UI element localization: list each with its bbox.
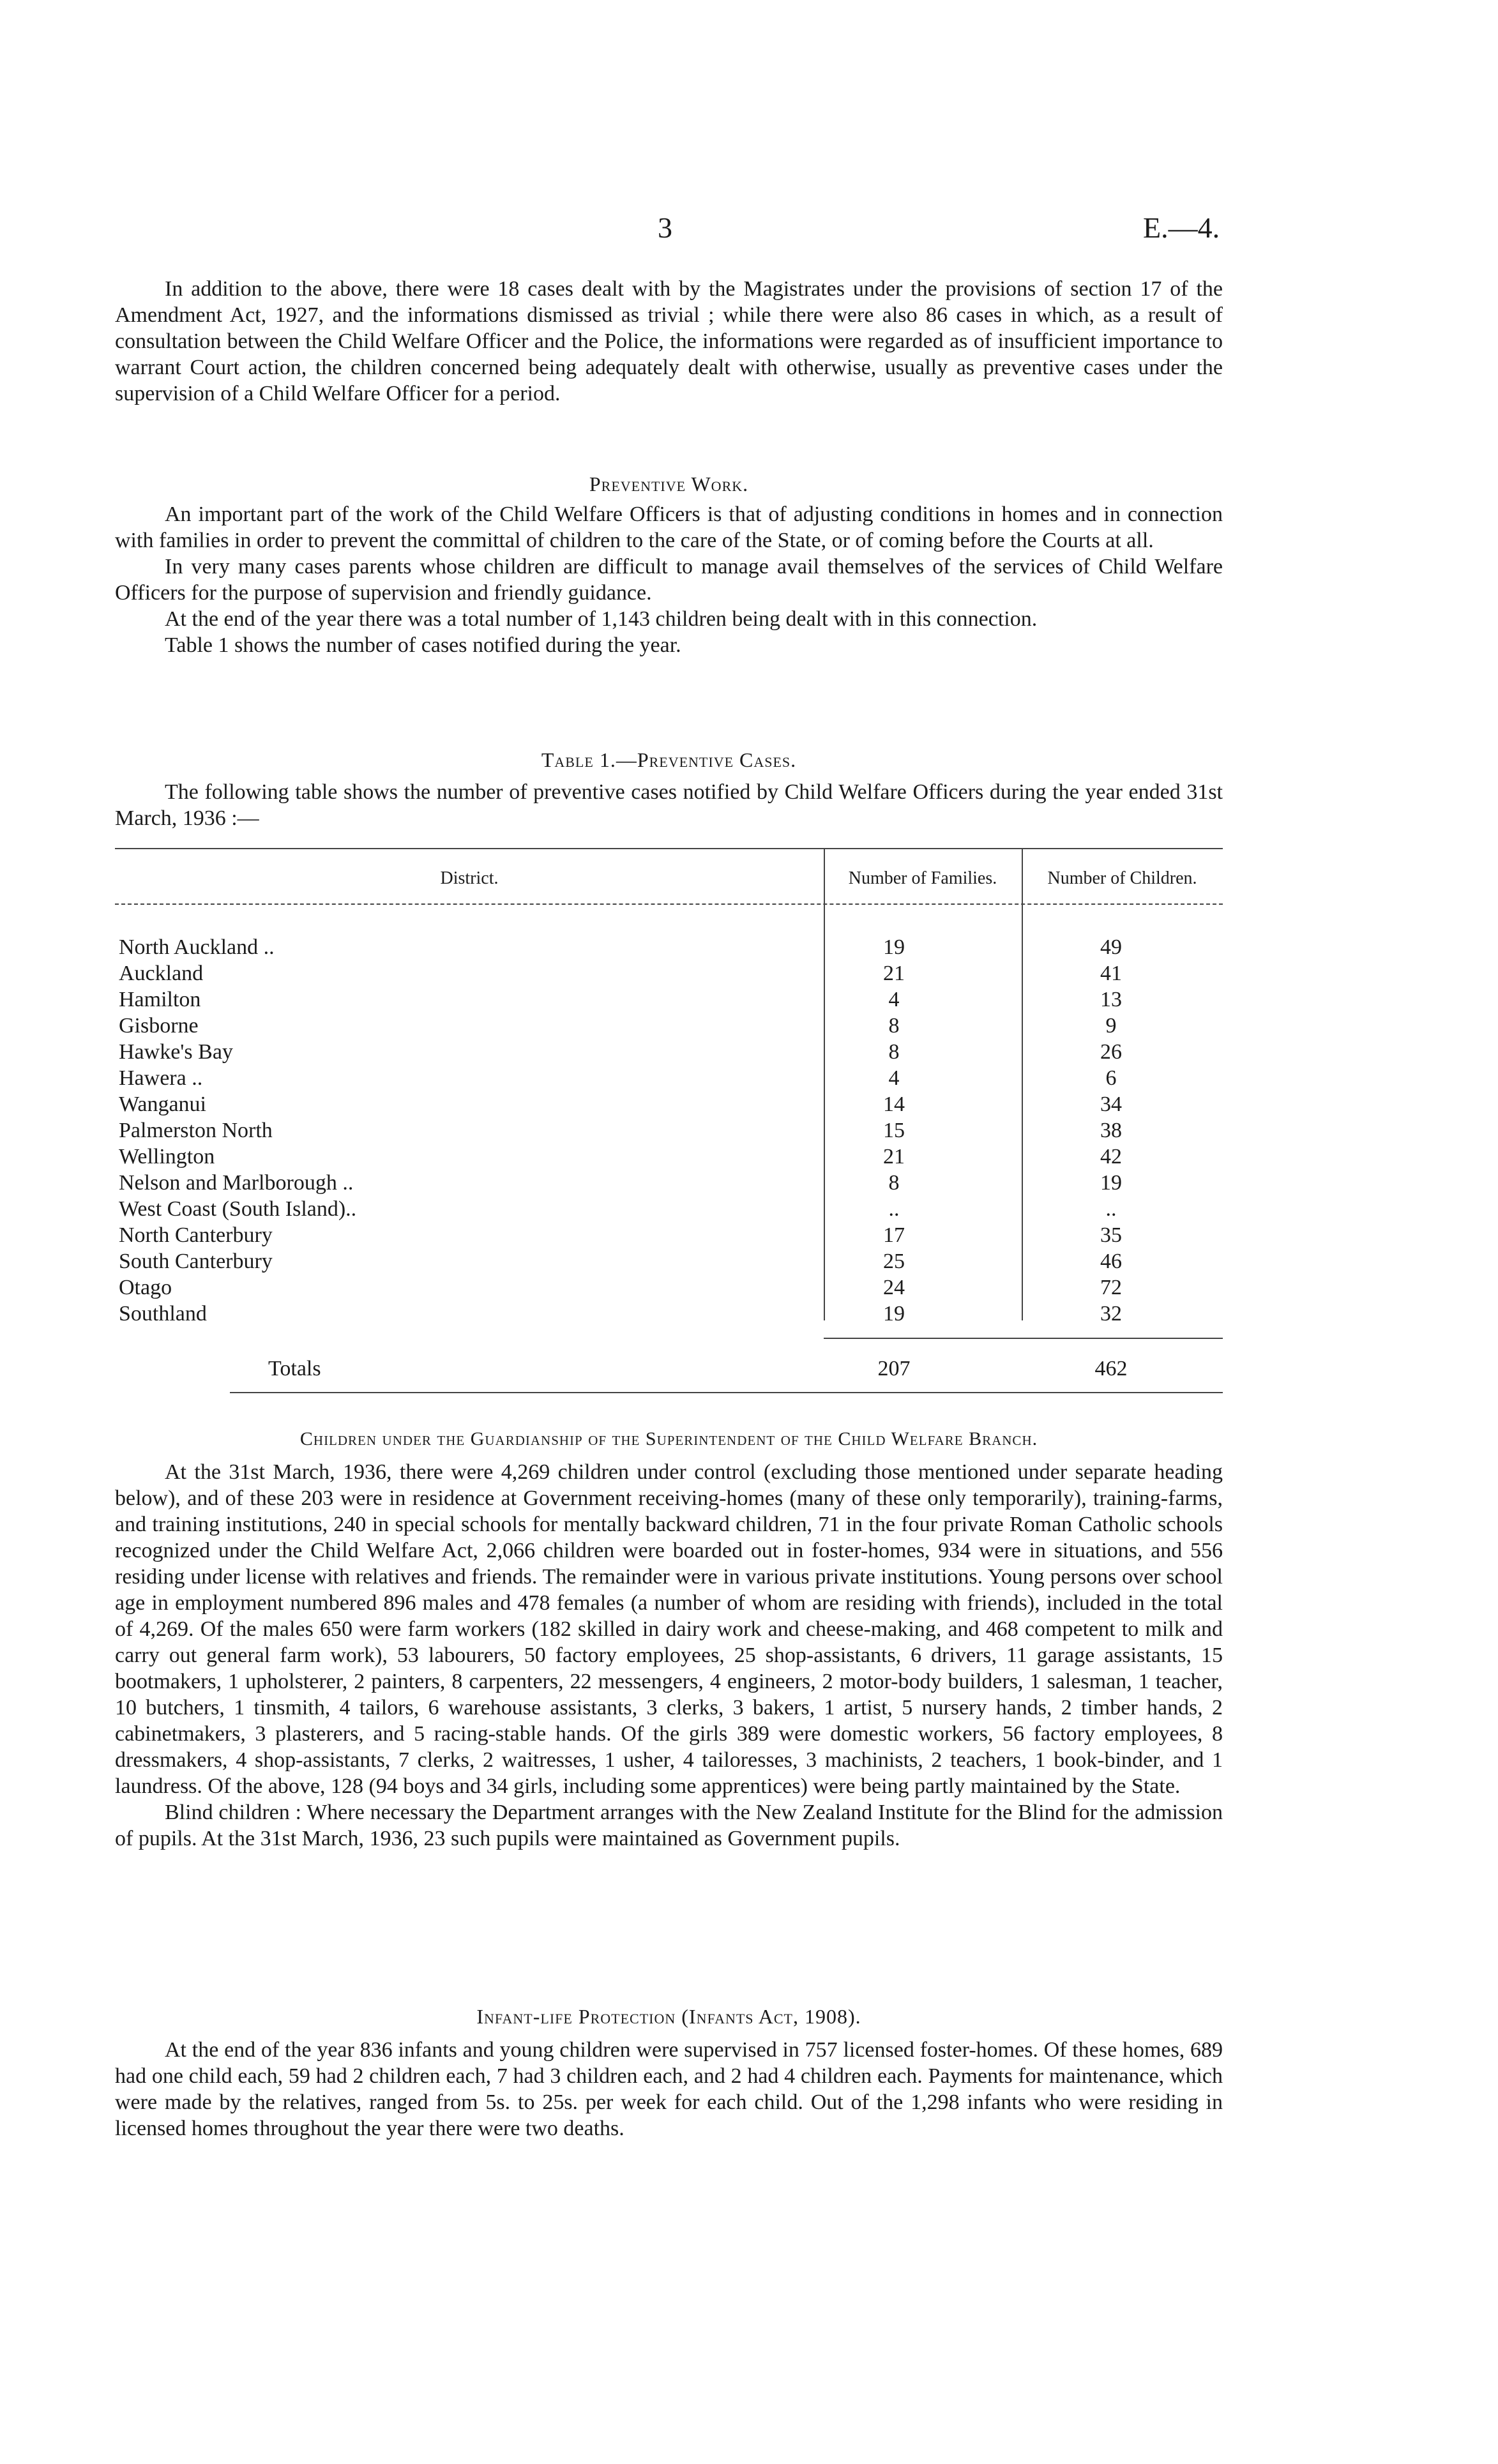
table-row: [115, 1014, 1223, 1040]
children-cell: 49: [1100, 935, 1122, 959]
infant-life-heading: Infant-life Protection (Infants Act, 1908).: [476, 2005, 861, 2028]
children-cell: 26: [1100, 1040, 1122, 1064]
district-cell: Southland: [119, 1302, 207, 1326]
table-intro: The following table shows the number of preventive cases notified by Child Welfare Officers during the year ended 31st March, 1936 :—: [115, 780, 1223, 830]
table-row: [115, 1066, 1223, 1092]
families-cell: 4: [888, 988, 900, 1011]
table-row: [115, 988, 1223, 1014]
families-cell: 15: [883, 1119, 905, 1142]
totals-children: 462: [1094, 1357, 1128, 1380]
table-row: [115, 1040, 1223, 1066]
families-cell: 21: [883, 962, 905, 985]
district-cell: Hawera ..: [119, 1066, 203, 1090]
preventive-paragraph: In very many cases parents whose children are difficult to manage avail themselves of the services of Child Welfare Officers for the purpose of supervision and friendly guidance.: [115, 555, 1223, 605]
totals-label: Totals: [268, 1357, 321, 1380]
table-row: [115, 1276, 1223, 1302]
children-cell: 46: [1100, 1250, 1122, 1273]
children-cell: 42: [1100, 1145, 1122, 1168]
children-cell: 35: [1100, 1223, 1122, 1247]
page-number: 3: [658, 211, 672, 244]
totals-families: 207: [877, 1357, 911, 1380]
totals-rule: [824, 1338, 1223, 1339]
table-bottom-rule: [230, 1392, 1223, 1393]
district-cell: Hamilton: [119, 988, 201, 1011]
families-header: Number of Families.: [848, 868, 997, 888]
district-cell: North Canterbury: [119, 1223, 273, 1247]
children-cell: 9: [1105, 1014, 1117, 1038]
table-row: [115, 1223, 1223, 1250]
infant-life-paragraph: At the end of the year 836 infants and young children were supervised in 757 licensed foster-homes. Of these homes, 689 had one child each, 59 had 2 children each, 7 had 3 children each, and 2 had 4 children each. Payments for maintenance, which were made by the relatives, ranged from 5s. to 25s. per week for each child. Out of the 1,298 infants who were residing in licensed homes throughout the year there were two deaths.: [115, 2038, 1223, 2140]
table-row: [115, 1171, 1223, 1197]
families-cell: 25: [883, 1250, 905, 1273]
district-cell: Hawke's Bay: [119, 1040, 233, 1064]
preventive-cases-table: [115, 846, 1223, 1402]
report-reference: E.—4.: [1143, 211, 1220, 244]
district-cell: West Coast (South Island)..: [119, 1197, 357, 1221]
children-cell: 72: [1100, 1276, 1122, 1299]
families-cell: 8: [888, 1014, 900, 1038]
table-caption: Table 1.—Preventive Cases.: [541, 748, 797, 771]
children-cell: 41: [1100, 962, 1122, 985]
families-cell: 4: [888, 1066, 900, 1090]
preventive-paragraph: An important part of the work of the Child Welfare Officers is that of adjusting conditions in homes and in connection with families in order to prevent the committal of children to the care of the State, or of coming before the Courts at all.: [115, 503, 1223, 552]
children-cell: 38: [1100, 1119, 1122, 1142]
families-cell: 14: [883, 1092, 905, 1116]
guardianship-paragraph: At the 31st March, 1936, there were 4,269 children under control (excluding those mentioned under separate heading below), and of these 203 were in residence at Government receiving-homes (many of these only temporarily), training-farms, and training institutions, 240 in special schools for mentally backward children, 71 in the four private Roman Catholic schools recognized under the Child Welfare Act, 2,066 children were boarded out in foster-homes, 934 were in situations, and 556 residing under license with relatives and friends. The remainder were in various private institutions. Young persons over school age in employment numbered 896 males and 478 females (a number of whom are residing with friends), included in the total of 4,269. Of the males 650 were farm workers (182 skilled in dairy work and cheese-making, and 468 competent to milk and carry out general farm work), 53 labourers, 50 factory employees, 25 shop-assistants, 6 drivers, 11 garage assistants, 15 bootmakers, 1 upholsterer, 2 painters, 8 carpenters, 22 messengers, 4 engineers, 2 motor-body builders, 1 salesman, 1 teacher, 10 butchers, 1 tinsmith, 4 tailors, 6 warehouse assistants, 3 clerks, 3 bakers, 1 artist, 5 nursery hands, 2 timber hands, 2 cabinetmakers, 3 plasterers, and 5 racing-stable hands. Of the girls 389 were domestic workers, 56 factory employees, 8 dressmakers, 4 shop-assistants, 7 clerks, 2 waitresses, 1 usher, 4 tailoresses, 3 machinists, 2 teachers, 1 book-binder, and 1 laundress. Of the above, 128 (94 boys and 34 girls, including some apprentices) were being partly maintained by the State.: [115, 1460, 1223, 1798]
district-cell: Gisborne: [119, 1014, 199, 1038]
families-cell: 8: [888, 1040, 900, 1064]
children-header: Number of Children.: [1047, 868, 1197, 888]
children-cell: 6: [1105, 1066, 1117, 1090]
families-cell: 17: [883, 1223, 905, 1247]
intro-paragraph: In addition to the above, there were 18 cases dealt with by the Magistrates under the provisions of section 17 of the Amendment Act, 1927, and the informations dismissed as trivial ; while there were also 86 cases in which, as a result of consultation between the Child Welfare Officer and the Police, the informations were regarded as of insufficient importance to warrant Court action, the children concerned being adequately dealt with otherwise, usually as preventive cases under the supervision of a Child Welfare Officer for a period.: [115, 277, 1223, 405]
families-cell: 19: [883, 1302, 905, 1326]
table-row: [115, 1302, 1223, 1328]
preventive-paragraph: Table 1 shows the number of cases notified during the year.: [165, 633, 681, 657]
district-cell: Auckland: [119, 962, 204, 985]
table-row: [115, 962, 1223, 988]
district-cell: South Canterbury: [119, 1250, 273, 1273]
district-cell: Nelson and Marlborough ..: [119, 1171, 354, 1195]
header-rule: [115, 903, 1223, 905]
intro-section: [115, 276, 1223, 407]
district-cell: Wanganui: [119, 1092, 206, 1116]
preventive-work-heading: Preventive Work.: [589, 472, 749, 495]
table-row: [115, 1250, 1223, 1276]
families-cell: 24: [883, 1276, 905, 1299]
families-cell: 8: [888, 1171, 900, 1195]
district-cell: Wellington: [119, 1145, 215, 1168]
families-cell: 19: [883, 935, 905, 959]
district-cell: Palmerston North: [119, 1119, 273, 1142]
guardianship-heading: Children under the Guardianship of the Superintendent of the Child Welfare Branch.: [299, 1428, 1038, 1449]
totals-row: [115, 1357, 1223, 1383]
children-cell: 19: [1100, 1171, 1122, 1195]
table-row: [115, 1119, 1223, 1145]
table-row: [115, 935, 1223, 962]
guardianship-section: [115, 1459, 1223, 1852]
preventive-paragraph: At the end of the year there was a total number of 1,143 children being dealt with in this connection.: [165, 607, 1038, 631]
table-top-rule: [115, 848, 1223, 849]
table-row: [115, 1197, 1223, 1223]
infant-life-section: [115, 2037, 1223, 2142]
district-cell: North Auckland ..: [119, 935, 275, 959]
families-cell: 21: [883, 1145, 905, 1168]
table-intro-section: [115, 779, 1223, 831]
preventive-section: [115, 501, 1223, 658]
district-header: District.: [440, 868, 499, 888]
children-cell: 34: [1100, 1092, 1122, 1116]
blind-children-paragraph: Blind children : Where necessary the Department arranges with the New Zealand Institute for the Blind for the admission of pupils. At the 31st March, 1936, 23 such pupils were maintained as Government pupils.: [115, 1801, 1223, 1850]
table-row: [115, 1145, 1223, 1171]
district-cell: Otago: [119, 1276, 172, 1299]
children-cell: 32: [1100, 1302, 1122, 1326]
families-cell: ..: [888, 1197, 900, 1221]
children-cell: 13: [1100, 988, 1122, 1011]
children-cell: ..: [1105, 1197, 1117, 1221]
table-row: [115, 1092, 1223, 1119]
